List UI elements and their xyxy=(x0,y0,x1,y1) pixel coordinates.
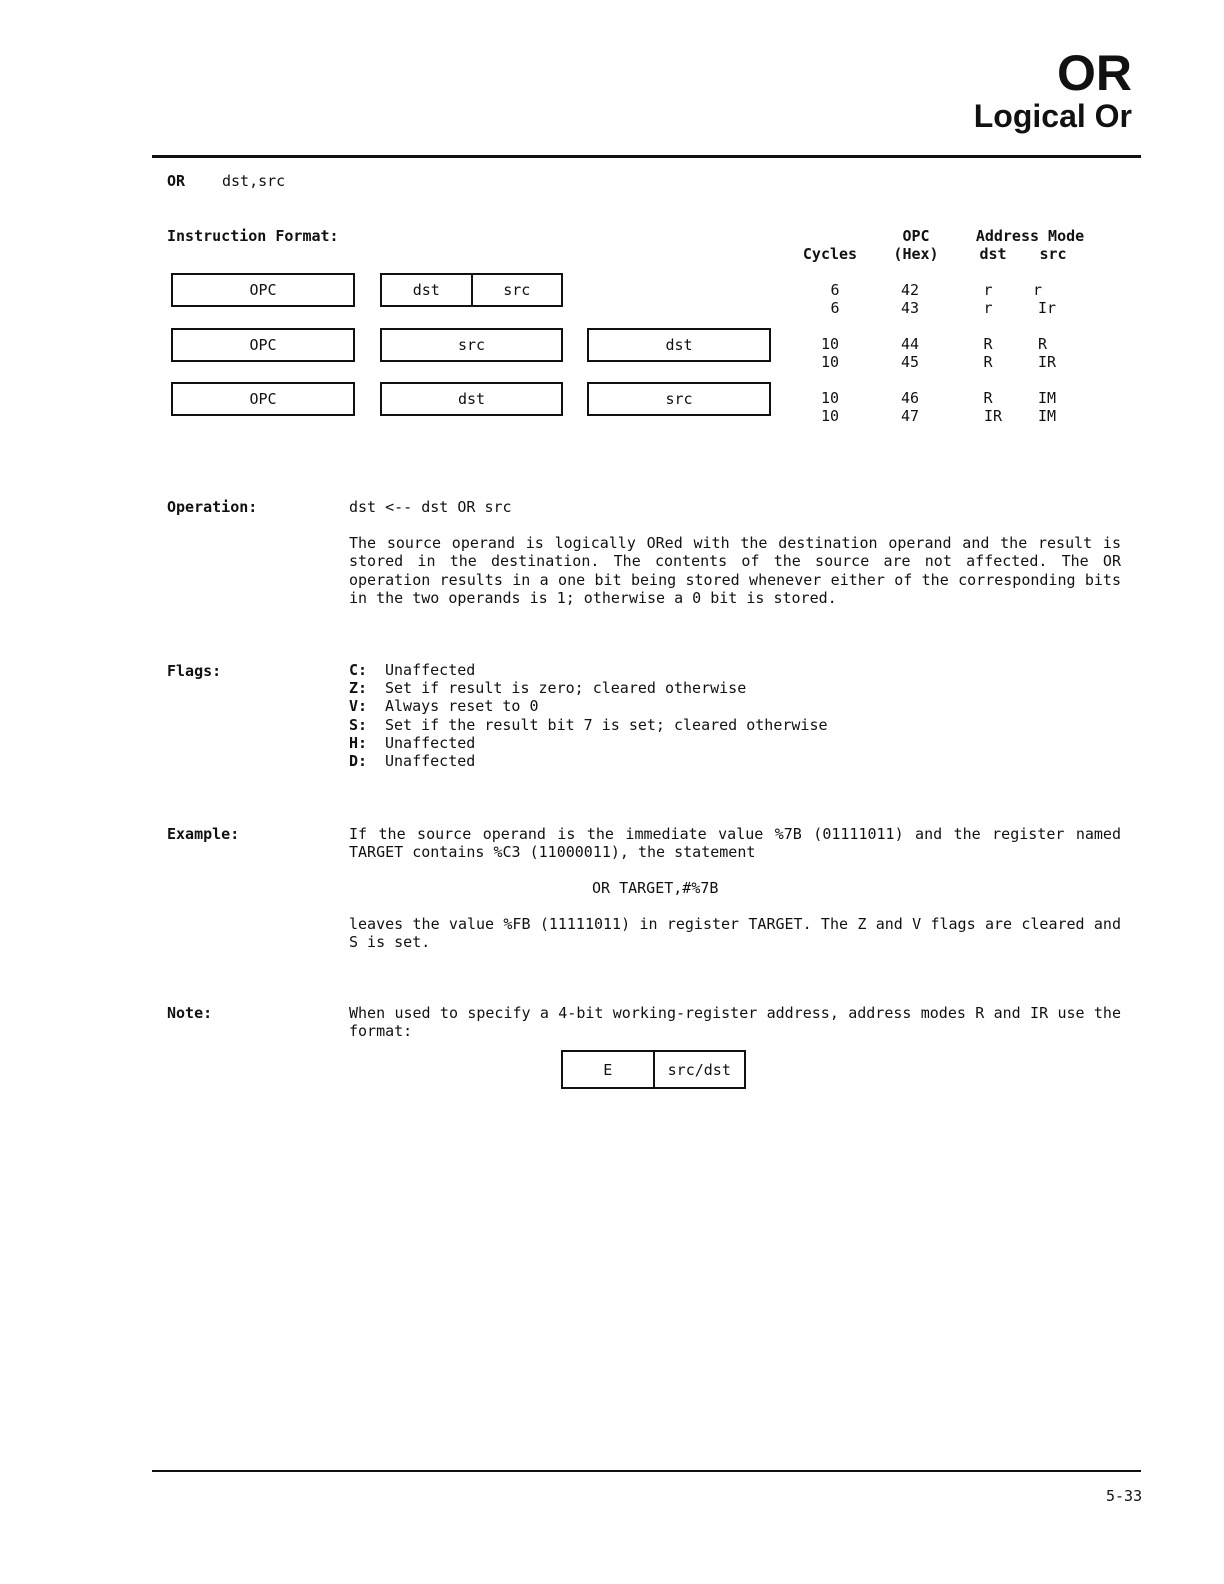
cycles-cell: 10 xyxy=(820,335,840,353)
flag-text: Unaffected xyxy=(385,661,476,679)
flag-row-z xyxy=(349,679,1049,697)
src-mode-cell: IM xyxy=(1038,407,1057,425)
src-mode-cell: r xyxy=(1033,281,1043,299)
note-format-box xyxy=(561,1050,746,1089)
box-label: OPC xyxy=(249,336,277,354)
cycles-cell: 6 xyxy=(830,299,840,317)
opc-cell: 46 xyxy=(900,389,920,407)
box-label: OPC xyxy=(249,281,277,299)
page-title: OR xyxy=(1057,45,1132,101)
operation-description: The source operand is logically ORed with the destination operand and the result is stored in the destination. The contents of the source are not affected. The OR operation results in a one bit being stored whenever either of the corresponding bits in the two operands is 1; otherwise a 0 bit is stored. xyxy=(349,534,1121,608)
box-label: dst xyxy=(457,390,486,408)
operation-formula: dst <-- dst OR src xyxy=(349,498,512,516)
format3-dst-box xyxy=(380,382,563,416)
box-label: OPC xyxy=(249,390,277,408)
flag-row-d xyxy=(349,752,1049,770)
flag-key: D: xyxy=(349,751,368,770)
address-mode-header: Address Mode xyxy=(975,227,1085,245)
flag-key: V: xyxy=(349,697,368,716)
format3-opc-box xyxy=(171,382,355,416)
instruction-format-label: Instruction Format: xyxy=(167,227,339,245)
example-intro: If the source operand is the immediate value %7B (01111011) and the register named TARGET contains %C3 (11000011), the statement xyxy=(349,825,1121,862)
flag-text: Unaffected xyxy=(385,751,476,770)
src-mode-cell: R xyxy=(1038,335,1048,353)
flag-row-s xyxy=(349,716,1049,734)
box-label: dst xyxy=(412,281,440,299)
example-result: leaves the value %FB (11111011) in register TARGET. The Z and V flags are cleared and S is set. xyxy=(349,915,1121,952)
example-label: Example: xyxy=(167,825,240,843)
flag-key: S: xyxy=(349,715,368,734)
opc-cell: 44 xyxy=(900,335,920,353)
note-box-left: E xyxy=(603,1060,613,1079)
top-rule xyxy=(152,155,1141,158)
flag-key: C: xyxy=(349,661,368,679)
format1-opc-box xyxy=(171,273,355,307)
format1-dst-src-box xyxy=(380,273,563,307)
src-header: src xyxy=(1039,245,1067,263)
src-mode-cell: IM xyxy=(1038,389,1057,407)
flag-text: Unaffected xyxy=(385,733,476,752)
flags-list xyxy=(349,661,1049,770)
box-label: src xyxy=(503,281,531,299)
flag-key: Z: xyxy=(349,679,368,698)
opc-cell: 47 xyxy=(900,407,920,425)
opc-cell: 45 xyxy=(900,353,920,371)
example-statement: OR TARGET,#%7B xyxy=(592,879,719,897)
dst-mode-cell: R xyxy=(983,389,993,407)
opc-cell: 43 xyxy=(900,299,920,317)
format2-src-box xyxy=(380,328,563,362)
cycles-cell: 10 xyxy=(820,353,840,371)
flags-label: Flags: xyxy=(167,662,222,680)
flag-text: Set if result is zero; cleared otherwise xyxy=(385,679,747,698)
box-label: src xyxy=(665,390,693,408)
box-label: src xyxy=(457,336,486,354)
flag-row-c xyxy=(349,661,1049,679)
opc-cell: 42 xyxy=(900,281,920,299)
dst-mode-cell: r xyxy=(983,299,993,317)
format3-src-box xyxy=(587,382,771,416)
page-number: 5-33 xyxy=(1106,1487,1143,1505)
note-text: When used to specify a 4-bit working-register address, address modes R and IR use the format: xyxy=(349,1004,1121,1041)
cycles-cell: 10 xyxy=(820,407,840,425)
page-subtitle: Logical Or xyxy=(973,98,1132,134)
dst-mode-cell: IR xyxy=(983,407,1003,425)
src-mode-cell: Ir xyxy=(1038,299,1057,317)
flag-row-v xyxy=(349,697,1049,715)
dst-header: dst xyxy=(979,245,1007,263)
cycles-header: Cycles xyxy=(802,245,858,263)
cycles-cell: 6 xyxy=(830,281,840,299)
cycles-cell: 10 xyxy=(820,389,840,407)
syntax-mnemonic: OR xyxy=(167,172,186,190)
flag-text: Always reset to 0 xyxy=(385,697,539,716)
format2-opc-box xyxy=(171,328,355,362)
note-label: Note: xyxy=(167,1004,213,1022)
bottom-rule xyxy=(152,1470,1141,1472)
format2-dst-box xyxy=(587,328,771,362)
flag-row-h xyxy=(349,734,1049,752)
flag-text: Set if the result bit 7 is set; cleared otherwise xyxy=(385,715,828,734)
operation-label: Operation: xyxy=(167,498,258,516)
dst-mode-cell: R xyxy=(983,353,993,371)
src-mode-cell: IR xyxy=(1038,353,1057,371)
note-box-right: src/dst xyxy=(667,1060,731,1079)
dst-mode-cell: R xyxy=(983,335,993,353)
opc-header-line1: OPC xyxy=(902,227,930,245)
dst-mode-cell: r xyxy=(983,281,993,299)
opc-header-line2: (Hex) xyxy=(893,245,939,263)
box-label: dst xyxy=(665,336,693,354)
syntax-operands: dst,src xyxy=(222,172,286,190)
flag-key: H: xyxy=(349,733,368,752)
